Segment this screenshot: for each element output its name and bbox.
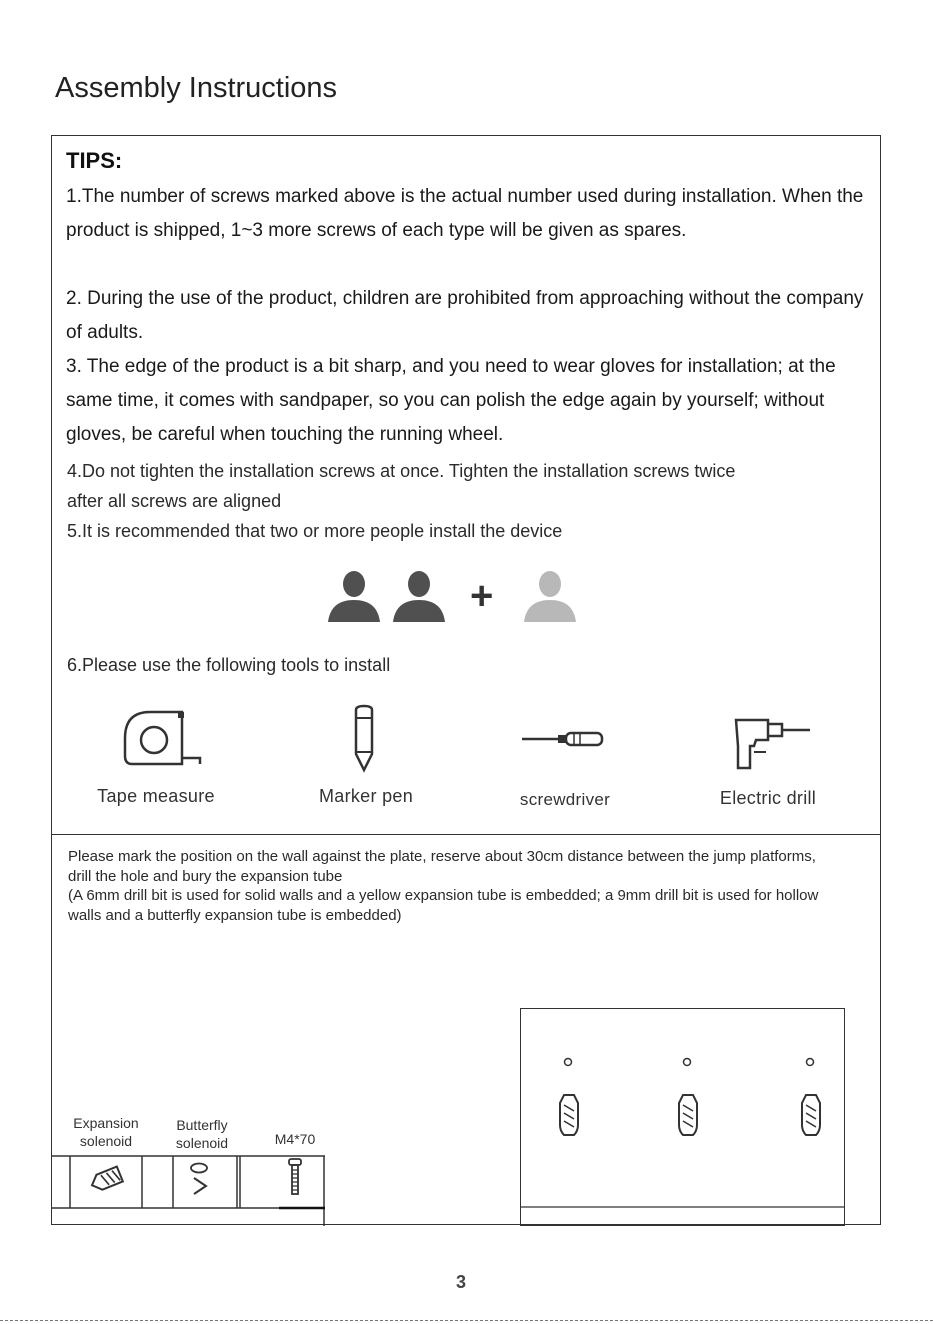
page-title: Assembly Instructions bbox=[55, 72, 338, 104]
part-label-expansion-solenoid: Expansion solenoid bbox=[73, 1115, 139, 1149]
tip-item-5: 5.It is recommended that two or more people install the device bbox=[67, 521, 563, 541]
tip-item-6: 6.Please use the following tools to install bbox=[67, 655, 391, 675]
wall-diagram bbox=[520, 1008, 845, 1226]
tip-item-1: 1.The number of screws marked above is the actual number used during installation. When the product is shipped, 1~3 more screws of each type will be given as spares. bbox=[66, 186, 864, 241]
bottom-cut-line bbox=[0, 1320, 933, 1321]
drill-hole-icon bbox=[565, 1059, 572, 1066]
expansion-tube-icon bbox=[560, 1095, 578, 1135]
tool-label-tape-measure: Tape measure bbox=[97, 786, 215, 806]
tip-item-2: 2. During the use of the product, children are prohibited from approaching without the company of adults. bbox=[66, 288, 864, 343]
drill-hole-icon bbox=[807, 1059, 814, 1066]
section-divider bbox=[52, 834, 881, 835]
tip-item-3: 3. The edge of the product is a bit sharp, and you need to wear gloves for installation; at the same time, it comes with sandpaper, so you can polish the edge again by yourself; without gloves, be careful when touching the running wheel. bbox=[66, 356, 836, 445]
person-icon bbox=[391, 568, 447, 624]
marker-pen-icon bbox=[350, 704, 378, 774]
wall-instructions bbox=[68, 847, 828, 925]
butterfly-solenoid-icon bbox=[191, 1164, 207, 1195]
electric-drill-icon bbox=[732, 716, 812, 772]
tool-label-screwdriver: screwdriver bbox=[519, 790, 611, 809]
tool-label-electric-drill: Electric drill bbox=[719, 788, 817, 808]
tips-heading: TIPS: bbox=[66, 148, 123, 173]
tool-label-marker-pen: Marker pen bbox=[318, 786, 414, 806]
drill-hole-icon bbox=[684, 1059, 691, 1066]
part-label-screw-m4: M4*70 bbox=[274, 1131, 316, 1147]
parts-table bbox=[51, 1154, 325, 1226]
person-icon bbox=[326, 568, 382, 624]
plus-sign: + bbox=[470, 574, 494, 618]
tape-measure-icon bbox=[120, 708, 206, 770]
page-number: 3 bbox=[456, 1272, 467, 1292]
screwdriver-icon bbox=[520, 730, 606, 748]
wall-anchors bbox=[521, 1009, 844, 1225]
expansion-tube-icon bbox=[802, 1095, 820, 1135]
part-label-butterfly-solenoid: Butterfly solenoid bbox=[175, 1117, 229, 1151]
screw-m4-icon bbox=[289, 1159, 301, 1194]
optional-person-icon bbox=[522, 568, 578, 624]
expansion-solenoid-icon bbox=[89, 1167, 123, 1193]
instructions-note: (A 6mm drill bit is used for solid walls and a yellow expansion tube is embedded; a 9mm drill bit is used for hollow walls and a butterfly expansion tube is embedded) bbox=[68, 887, 819, 924]
tip-item-4: 4.Do not tighten the installation screws at once. Tighten the installation screws twice after all screws are aligned bbox=[67, 461, 736, 511]
instructions-text: Please mark the position on the wall against the plate, reserve about 30cm distance between the jump platforms, drill the hole and bury the expansion tube bbox=[68, 848, 816, 885]
expansion-tube-icon bbox=[679, 1095, 697, 1135]
